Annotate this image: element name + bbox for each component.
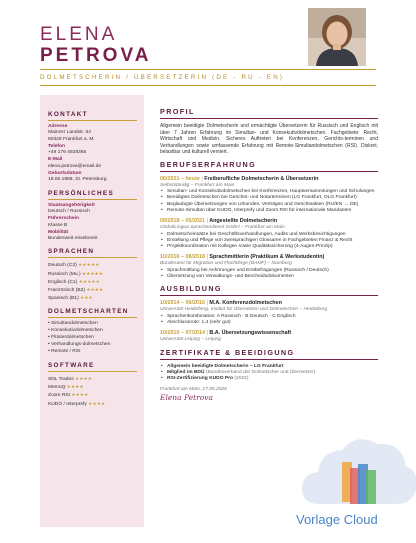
certificate-item: [160, 376, 378, 382]
header-rule-bottom: [40, 85, 376, 86]
certificate-detail: (2022): [233, 376, 249, 382]
certificates-heading: ZERTIFIKATE & BEEIDIGUNG: [160, 347, 295, 357]
section-rule: [160, 171, 378, 172]
job-date: 10/2016 – 08/2018: [160, 254, 205, 261]
profile-photo-image: [308, 8, 366, 66]
list-item: • Flüsterdolmetschen: [48, 335, 137, 342]
certificate-detail: (Bundesverband der Dolmetscher und Übersetzer): [204, 370, 316, 376]
sidebar: [40, 95, 144, 527]
job-bullet: • Beglaubigte Übersetzungen von Urkunden, Verträgen und Gerichtsakten (RU/EN ↔ DE): [160, 202, 378, 208]
kontakt-heading: KONTAKT: [48, 111, 88, 118]
job-org: Selbstständig – Frankfurt am Main: [160, 182, 235, 188]
section-rule: [48, 257, 137, 258]
edu-org: Universität Leipzig – Leipzig: [160, 337, 221, 343]
list-item: • Remote / RSI: [48, 349, 137, 356]
edu-date: 10/2014 – 09/2016: [160, 300, 205, 307]
profile-text: Allgemein beeidigte Dolmetscherin und ermächtigte Übersetzerin für Russisch und Englisch mit über 7 Jahren Erfahrung im Simultan- und Konsekutivdolmetschen. Fachgebiete: Recht, Wirtschaft und Medizin. Sicheres Auftreten bei Konferenzen, Gerichts-terminen und Verhandlungen sowie umfassende Erfahrung mit Remote-Simultandolmetschen (RSI). Diskret, belastbar und kulturell versiert.: [160, 123, 378, 155]
language-item: [48, 261, 137, 269]
section-rule: [48, 199, 137, 200]
rating-stars-icon: ★★★★★: [78, 278, 100, 284]
software-name: Zoom RSI: [48, 393, 71, 399]
software-item: [48, 375, 137, 383]
citizenship-label: Staatsangehörigkeit: [48, 202, 95, 208]
job-title: Sprachmittlerin (Praktikum & Werkstudentin): [209, 254, 325, 261]
address-line-2: 60329 Frankfurt a. M.: [48, 136, 95, 142]
job-org: Bundesamt für Migration und Flüchtlinge (BAMF) – Nürnberg: [160, 261, 292, 267]
license-label: Führerschein: [48, 216, 79, 222]
tagline: DOLMETSCHERIN / ÜBERSETZERIN (DE - RU - EN): [40, 74, 285, 81]
section-rule: [160, 359, 378, 360]
job-bullet: • Sprachmittlung bei Anhörungen und Erstbefragungen (Russisch / Deutsch): [160, 268, 378, 274]
email-label: E-Mail: [48, 157, 63, 163]
language-name: Deutsch (C2): [48, 263, 77, 269]
software-name: MemoQ: [48, 385, 66, 391]
phone-value: +49 176 4928365: [48, 150, 87, 156]
profile-photo: [308, 8, 366, 66]
watermark-brand: Vorlage Cloud: [296, 512, 378, 527]
license-value: Klasse B: [48, 222, 68, 228]
section-rule: [48, 371, 137, 372]
software-name: SDL Trados: [48, 377, 74, 383]
job-title: Angestellte Dolmetscherin: [209, 218, 278, 225]
profile-heading: PROFIL: [160, 107, 195, 116]
software-name: KUDO / Interprefy: [48, 401, 87, 407]
language-name: Spanisch (B1): [48, 296, 79, 302]
software-item: [48, 391, 137, 399]
signature: Elena Petrova: [160, 393, 213, 403]
language-item: [48, 270, 137, 278]
rating-stars-icon: ★★★★: [71, 392, 89, 398]
edu-title-line: 10/2014 – 09/2016 | M.A. Konferenzdolmetschen: [160, 300, 282, 307]
list-item: • Verhandlungs-dolmetschen: [48, 342, 137, 349]
job-title-line: 09/2018 – 05/2021 | Angestellte Dolmetscherin: [160, 218, 278, 225]
rating-stars-icon: ★★★★★: [78, 262, 100, 268]
edu-bullet: • Abschlussnote: 1,4 (sehr gut): [160, 320, 378, 326]
job-title: Freiberufliche Dolmetscherin & Übersetzerin: [204, 175, 319, 182]
birthdate-label: Geburtsdatum: [48, 171, 82, 177]
language-item: [48, 286, 137, 294]
section-rule: [160, 118, 378, 119]
rating-stars-icon: ★★★: [80, 295, 93, 301]
first-name: ELENA: [40, 24, 118, 45]
language-item: [48, 278, 137, 286]
place-date: Frankfurt am Main, 17.05.2026: [160, 386, 227, 392]
mobility-value: Bundesweit reisebereit: [48, 236, 98, 242]
job-bullet: • Übersetzung von Verwaltungs- und Bescheidsdokumenten: [160, 274, 378, 280]
job-bullet: • Remote-Simultan über KUDO, Interprefy und Zoom RSI für internationale Mandanten: [160, 208, 378, 214]
job-date: 06/2021 – heute: [160, 175, 200, 182]
job-title-line: 10/2016 – 08/2018 | Sprachmittlerin (Praktikum & Werkstudentin): [160, 254, 325, 261]
software-item: [48, 400, 137, 408]
section-rule: [160, 295, 378, 296]
interpreting-types-heading: DOLMETSCHARTEN: [48, 308, 129, 316]
job-bullet: • Projektkoordination mit Kollegen sowie Qualitätssicherung (4-Augen-Prinzip): [160, 244, 378, 250]
software-item: [48, 383, 137, 391]
language-item: [48, 294, 137, 302]
certificate-name: Mitglied im BDÜ: [167, 370, 205, 376]
main-column: [160, 107, 378, 402]
job-bullet: • Dolmetscheinsätze bei Geschäftsverhandlungen, Audits und Werksbesichtigungen: [160, 232, 378, 238]
education-heading: AUSBILDUNG: [160, 284, 222, 294]
edu-title: M.A. Konferenzdolmetschen: [209, 300, 282, 307]
rating-stars-icon: ★★★★★: [81, 270, 104, 276]
email-value: elena.petrova@email.de: [48, 163, 102, 169]
experience-heading: BERUFSERFAHRUNG: [160, 159, 257, 169]
edu-date: 10/2010 – 07/2014: [160, 330, 205, 337]
phone-label: Telefon: [48, 143, 66, 149]
rating-stars-icon: ★★★★: [86, 287, 104, 293]
list-item: • Simultandolmetschen: [48, 321, 137, 328]
citizenship-value: Deutsch / Russisch: [48, 209, 90, 215]
section-rule: [48, 120, 137, 121]
birthdate-value: 18.05.1988, St. Petersburg: [48, 177, 107, 183]
job-bullet: • Erstellung und Pflege von zweisprachigen Glossaren in Fachgebieten Finanz & Recht: [160, 238, 378, 244]
language-name: Russisch (Mu.): [48, 271, 81, 277]
edu-title: B.A. Übersetzungswissenschaft: [209, 330, 292, 337]
software-heading: SOFTWARE: [48, 362, 95, 370]
edu-org: Universität Heidelberg, Institut für Übersetzen und Dolmetschen – Heidelberg: [160, 307, 328, 313]
rating-stars-icon: ★★★★: [66, 384, 84, 390]
language-name: Englisch (C1): [48, 279, 78, 285]
job-bullet: • Beeidigtes Dolmetschen bei Gerichts- und Notarterminen (LG Frankfurt, OLG Frankfurt): [160, 195, 378, 201]
header-rule-top: [40, 69, 376, 70]
languages-heading: SPRACHEN: [48, 248, 95, 256]
address-label: Adresse: [48, 124, 68, 129]
section-rule: [48, 317, 137, 318]
edu-bullet: • Sprachenkombination: A Russisch · B Deutsch · C Englisch: [160, 314, 378, 320]
certificate-name: RSI-Zertifizierung KUDO Pro: [167, 376, 234, 382]
rating-stars-icon: ★★★★: [88, 400, 106, 406]
language-name: Französisch (B2): [48, 288, 85, 294]
certificate-name: Allgemein beeidigte Dolmetscherin – LG Frankfurt: [167, 363, 284, 369]
address-line-1: Mainzer Landstr. 64: [48, 130, 91, 136]
mobility-label: Mobilität: [48, 229, 69, 235]
rating-stars-icon: ★★★★: [75, 376, 92, 382]
job-bullet: • Simultan- und Konsekutivdolmetschen bei Konferenzen, Hauptversammlungen und Schulungen: [160, 189, 378, 195]
job-org: GlobalLingua Sprachendienst GmbH – Frankfurt am Main: [160, 225, 285, 231]
list-item: • Konsekutivdolmetschen: [48, 328, 137, 335]
edu-title-line: 10/2010 – 07/2014 | B.A. Übersetzungswissenschaft: [160, 330, 292, 337]
job-title-line: 06/2021 – heute | Freiberufliche Dolmetscherin & Übersetzerin: [160, 175, 319, 182]
job-date: 09/2018 – 05/2021: [160, 218, 205, 225]
personal-heading: PERSÖNLICHES: [48, 189, 115, 197]
last-name: PETROVA: [40, 45, 152, 66]
